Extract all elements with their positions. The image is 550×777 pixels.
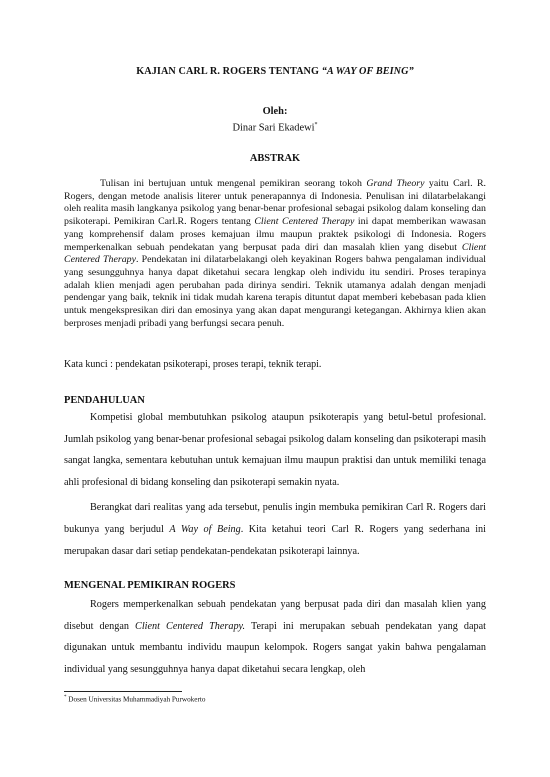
byline bbox=[64, 106, 486, 134]
author-name: Dinar Sari Ekadewi* bbox=[232, 121, 318, 133]
byline-label: Oleh: bbox=[262, 106, 288, 117]
footnote: * Dosen Universitas Muhammadiyah Purwokerto bbox=[64, 695, 206, 704]
abstract-heading: ABSTRAK bbox=[249, 153, 301, 164]
paper-title: KAJIAN CARL R. ROGERS TENTANG “A WAY OF BEING” bbox=[136, 66, 414, 77]
footnote-marker: * bbox=[314, 121, 318, 128]
paragraph: Kompetisi global membutuhkan psikolog ataupun psikoterapis yang betul-betul profesional. Jumlah psikolog yang benar-benar profesional sebagai psikolog dalam konseling dan psikoterapi masih sangat langka, sementara kebutuhan untuk kemajuan ilmu maupun praktisi dan untuk memiliki tenaga ahli profesional di bidang konseling dan psikoterapi semakin nyata. bbox=[64, 412, 486, 488]
footnote-rule bbox=[64, 691, 182, 692]
mengenal-body bbox=[64, 594, 486, 680]
section-heading-mengenal: MENGENAL PEMIKIRAN ROGERS bbox=[64, 580, 236, 591]
section-heading-pendahuluan: PENDAHULUAN bbox=[64, 395, 145, 406]
pendahuluan-body bbox=[64, 407, 486, 562]
abstract-text: Tulisan ini bertujuan untuk mengenal pemikiran seorang tokoh Grand Theory yaitu Carl. R. Rogers, dengan metode analisis literer untuk penerapannya di Indonesia. Penulisan ini dilatarbelakangi oleh realita masih langkanya psikolog yang benar-benar profesional sebagai psikolog dalam konseling dan psikoterapi. Pemikiran Carl.R. Rogers tentang Client Centered Therapy ini dapat memberikan wawasan yang komprehensif dalam proses kemajuan ilmu maupun praktek psikologi di Indonesia. Rogers memperkenalkan sebuah pendekatan yang berpusat pada diri dan masalah klien yang disebut Client Centered Therapy. Pendekatan ini dilatarbelakangi oleh keyakinan Rogers bahwa pengalaman individual yang sesungguhnya hanya dapat diketahui secara lengkap oleh individu itu sendiri. Proses terapinya adalah klien menjadi agen perubahan pada dirinya sendiri. Teknik utamanya adalah dengan menjadi pendengar yang baik, teknik ini tidak mudah karena terapis dituntut dapat memberi kebebasan pada klien untuk mengekspresikan diri dan emosinya yang akan dapat mengurangi ketegangan. Akhirnya klien akan berproses menjadi pribadi yang berfungsi secara penuh. bbox=[64, 178, 486, 329]
keywords: Kata kunci : pendekatan psikoterapi, proses terapi, teknik terapi. bbox=[64, 359, 322, 370]
paragraph: Berangkat dari realitas yang ada tersebut, penulis ingin membuka pemikiran Carl R. Rogers dari bukunya yang berjudul A Way of Being. Kita ketahui teori Carl R. Rogers yang sederhana ini merupakan dasar dari setiap pendekatan-pendekatan psikoterapi lainnya. bbox=[64, 502, 486, 557]
paragraph: Rogers memperkenalkan sebuah pendekatan yang berpusat pada diri dan masalah klien yang disebut dengan Client Centered Therapy. Terapi ini merupakan sebuah pendekatan yang dapat digunakan untuk membantu individu maupun kelompok. Rogers sangat yakin bahwa pengalaman individual yang sesungguhnya hanya dapat diketahui secara lengkap, oleh bbox=[64, 599, 486, 675]
